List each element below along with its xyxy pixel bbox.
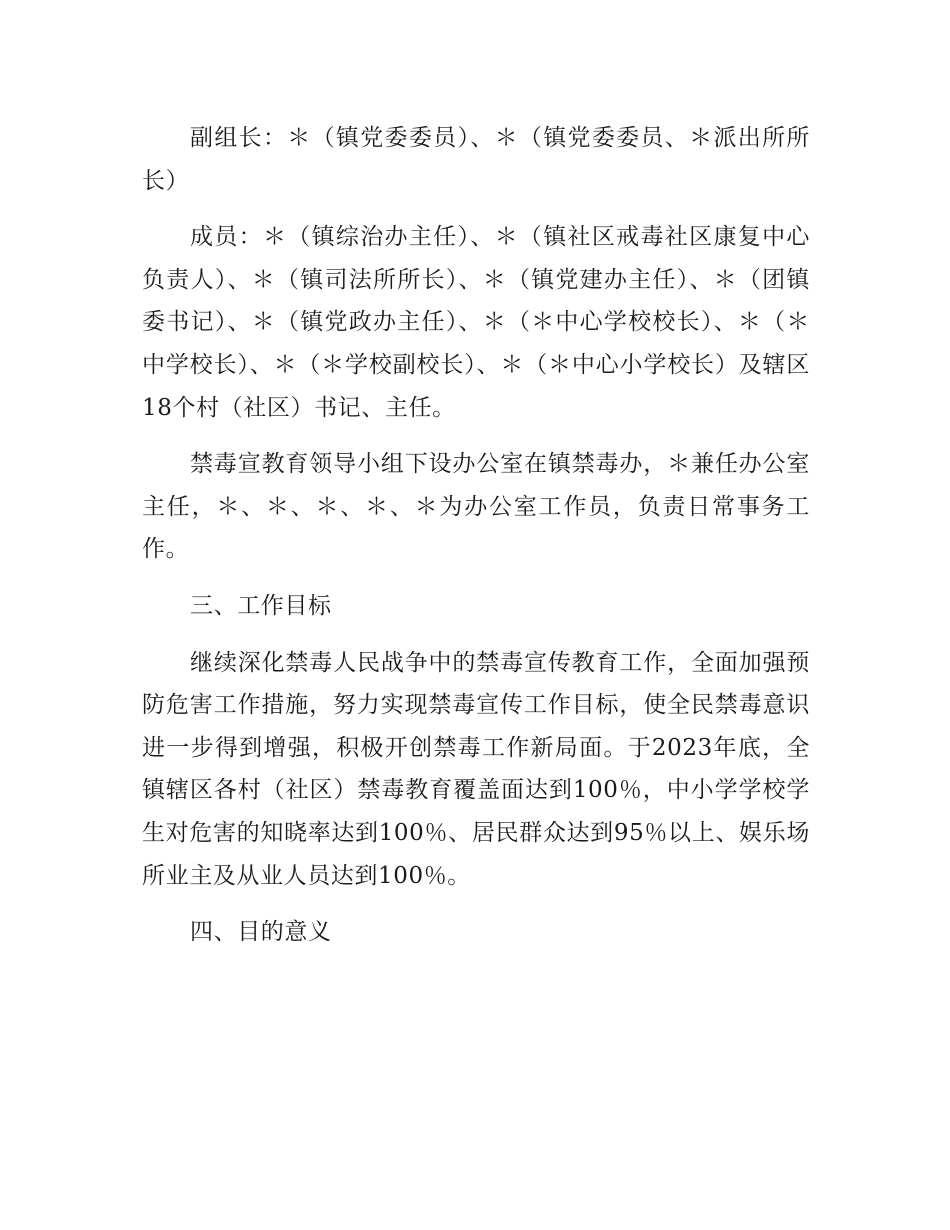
paragraph-members: 成员：＊（镇综治办主任）、＊（镇社区戒毒社区康复中心负责人）、＊（镇司法所所长）、＊（镇党建办主任）、＊（团镇委书记）、＊（镇党政办主任）、＊（＊中心学校校长）、＊（＊中学校长）、＊（＊学校副校长）、＊（＊中心小学校长）及辖区18个村（社区）书记、主任。 bbox=[142, 224, 810, 421]
paragraph-work-goals: 继续深化禁毒人民战争中的禁毒宣传教育工作，全面加强预防危害工作措施，努力实现禁毒宣传工作目标，使全民禁毒意识进一步得到增强，积极开创禁毒工作新局面。于2023年底，全镇辖区各村（社区）禁毒教育覆盖面达到100％，中小学学校学生对危害的知晓率达到100％、居民群众达到95％以上、娱乐场所业主及从业人员达到100％。 bbox=[142, 649, 810, 889]
section-heading-purpose: 四、目的意义 bbox=[190, 919, 332, 946]
section-heading-work-goals: 三、工作目标 bbox=[190, 592, 332, 619]
paragraph-office: 禁毒宣教育领导小组下设办公室在镇禁毒办，＊兼任办公室主任，＊、＊、＊、＊、＊为办公室工作员，负责日常事务工作。 bbox=[142, 451, 810, 563]
document-page bbox=[142, 117, 810, 968]
paragraph-deputy-leaders: 副组长：＊（镇党委委员）、＊（镇党委委员、＊派出所所长） bbox=[142, 125, 810, 194]
